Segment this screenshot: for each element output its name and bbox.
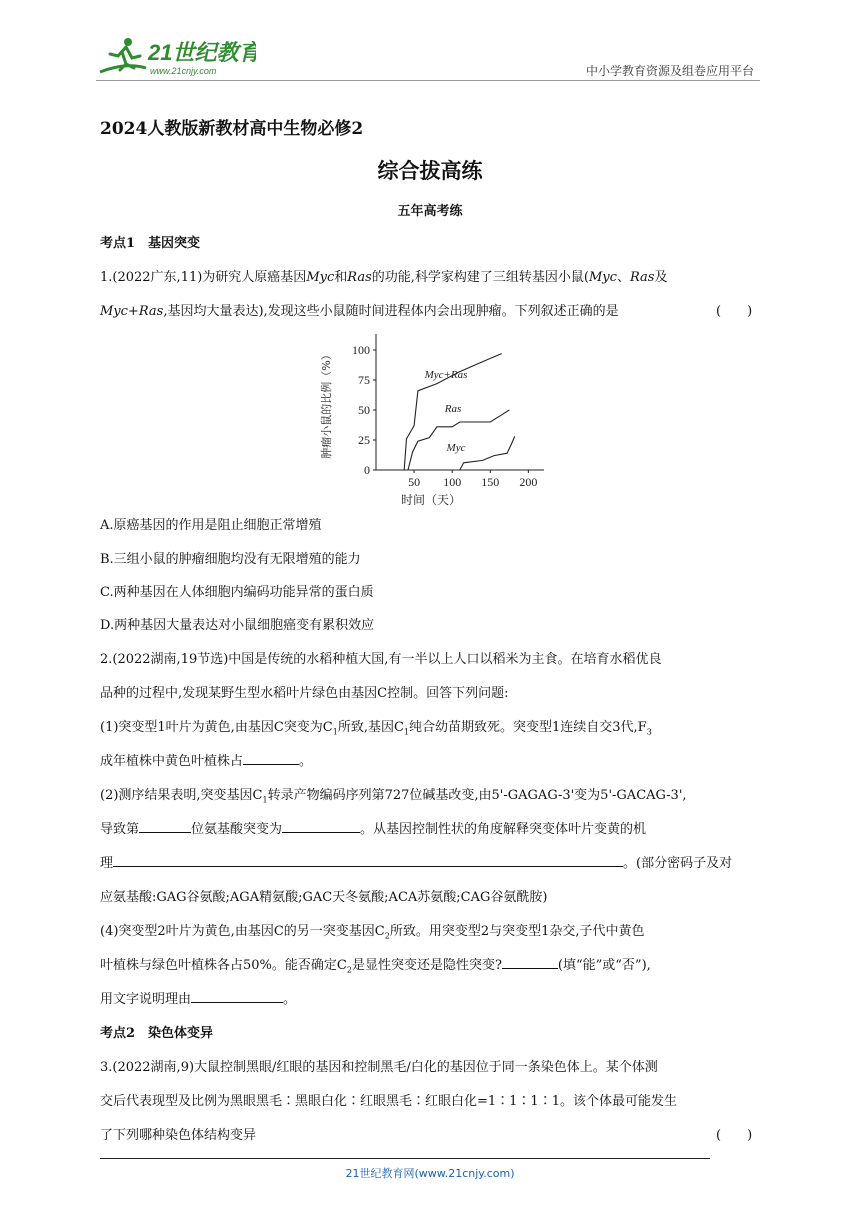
q2-part2-line2: 导致第 位氨基酸突变为 。从基因控制性状的角度解释突变体叶片变黄的机: [100, 822, 647, 837]
header-platform-text: 中小学教育资源及组卷应用平台: [585, 64, 754, 78]
x-tick-label: 50: [408, 475, 421, 489]
q3-line3: 了下列哪种染色体结构变异: [100, 1128, 257, 1143]
q1-option-a[interactable]: A.原癌基因的作用是阻止细胞正常增殖: [100, 518, 322, 533]
y-tick-label: 0: [364, 463, 370, 477]
q2-part1-line2: 成年植株中黄色叶植株占 。: [100, 754, 313, 769]
q2-part4-line2: 叶植株与绿色叶植株各占50%。能否确定$C_2$是显性突变还是隐性突变? (填“能”或“否”),: [100, 958, 651, 975]
q2-blank-2[interactable]: [139, 820, 191, 833]
q3-line2: 交后代表现型及比例为黑眼黑毛∶黑眼白化∶红眼黑毛∶红眼白化=1∶1∶1∶1。该个体最可能发生: [100, 1094, 677, 1109]
q2-part2-line4: 应氨基酸:GAG谷氨酸;AGA精氨酸;GAC天冬氨酸;ACA苏氨酸;CAG谷氨酰胺): [100, 890, 548, 905]
series-label: Myc+Ras: [424, 369, 468, 381]
q2-part2-line1: (2)测序结果表明,突变基因$C_1$转录产物编码序列第727位碱基改变,由5'-GAGAG-3'变为5'-GACAG-3',: [100, 788, 687, 805]
logo-url: www.21cnjy.com: [150, 66, 217, 76]
q3-answer-paren[interactable]: ( ): [716, 1128, 753, 1143]
q1-answer-paren[interactable]: ( ): [716, 304, 753, 319]
q1-line2: Myc+Ras,基因均大量表达),发现这些小鼠随时间进程体内会出现肿瘤。下列叙述正确的是: [100, 304, 619, 319]
footer-divider: [100, 1158, 710, 1159]
q3-line1: 3.(2022湖南,9)大鼠控制黑眼/红眼的基因和控制黑毛/白化的基因位于同一条染色体上。某个体测: [100, 1060, 658, 1075]
section-heading-2: 考点2 染色体变异: [100, 1026, 214, 1041]
y-tick-label: 75: [358, 373, 370, 387]
x-tick-label: 100: [443, 475, 462, 489]
main-title: 综合拔高练: [377, 158, 483, 183]
x-tick-label: 200: [519, 475, 538, 489]
x-axis-label: 时间（天）: [400, 493, 462, 507]
q1-option-d[interactable]: D.两种基因大量表达对小鼠细胞癌变有累积效应: [100, 618, 375, 633]
series-label: Ras: [444, 403, 462, 415]
q2-blank-3[interactable]: [282, 820, 360, 833]
section-heading-1: 考点1 基因突变: [100, 236, 201, 251]
document-title: 2024人教版新教材高中生物必修2: [100, 119, 364, 139]
footer-text[interactable]: 21世纪教育网(www.21cnjy.com): [345, 1167, 515, 1180]
x-tick-label: 150: [481, 475, 500, 489]
y-tick-label: 25: [358, 433, 370, 447]
y-tick-label: 50: [358, 403, 370, 417]
sub-title: 五年高考练: [397, 204, 463, 219]
series-label: Myc: [446, 442, 466, 454]
q1-line1: 1.(2022广东,11)为研究人原癌基因Myc和Ras的功能,科学家构建了三组转基因小鼠(Myc、Ras及: [100, 270, 668, 285]
q2-part4-line1: (4)突变型2叶片为黄色,由基因C的另一突变基因$C_2$所致。用突变型2与突变型1杂交,子代中黄色: [100, 924, 645, 941]
q2-blank-4[interactable]: [113, 854, 623, 867]
q1-option-c[interactable]: C.两种基因在人体细胞内编码功能异常的蛋白质: [100, 585, 374, 600]
q1-option-b[interactable]: B.三组小鼠的肿瘤细胞均没有无限增殖的能力: [100, 552, 361, 567]
series-line-myc: [460, 436, 515, 470]
q2-part1-line1: (1)突变型1叶片为黄色,由基因C突变为$C_1$所致,基因$C_1$纯合幼苗期致死。突变型1连续自交3代$,F_3$: [100, 720, 652, 737]
logo-text: 21世纪教育: [148, 40, 256, 65]
y-axis-label: 肿瘤小鼠的比例（%）: [320, 349, 333, 459]
tumor-chart: [318, 330, 548, 510]
q2-part2-line3: 理 。(部分密码子及对: [100, 856, 733, 871]
header-divider: [96, 80, 760, 81]
logo-runner-icon: [96, 34, 256, 78]
q2-blank-6[interactable]: [191, 990, 283, 1003]
q2-part4-line3: 用文字说明理由 。: [100, 992, 297, 1007]
y-tick-label: 100: [352, 343, 370, 357]
q2-blank-5[interactable]: [502, 956, 558, 969]
q2-line1: 2.(2022湖南,19节选)中国是传统的水稻种植大国,有一半以上人口以稻米为主食。在培育水稻优良: [100, 652, 662, 667]
series-line-ras: [408, 410, 509, 470]
logo: [96, 34, 256, 78]
q2-blank-1[interactable]: [243, 752, 299, 765]
q2-line2: 品种的过程中,发现某野生型水稻叶片绿色由基因C控制。回答下列问题:: [100, 686, 509, 701]
